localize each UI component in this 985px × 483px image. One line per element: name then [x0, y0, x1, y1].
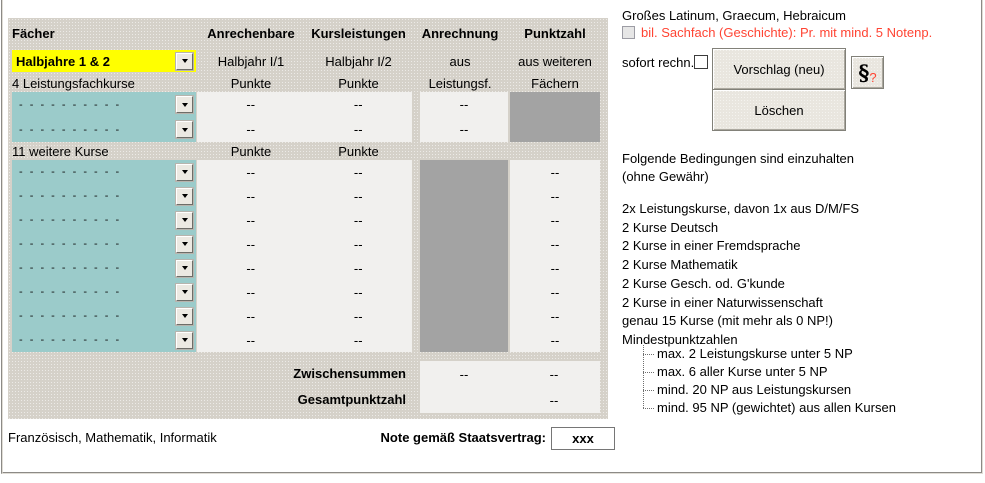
table-row	[510, 184, 600, 208]
header-anrechnung: Anrechnung	[421, 26, 499, 41]
wk-subject-value-7: - - - - - - - - - -	[19, 310, 122, 322]
chevron-down-icon[interactable]	[176, 236, 193, 253]
lf-points-block	[197, 92, 412, 142]
wk-anrechnung-disabled-block	[420, 160, 508, 352]
subheader-halbjahr-1: Halbjahr I/1	[217, 54, 285, 69]
header-kursleistungen: Kursleistungen	[311, 26, 406, 41]
subheader-aus: aus	[449, 54, 471, 69]
wk-subject-select-2[interactable]	[12, 184, 196, 208]
punkte-label-h2: Punkte	[338, 76, 379, 91]
table-row	[510, 232, 600, 256]
wk-subject-select-4[interactable]	[12, 232, 196, 256]
punkte-label-wk2: Punkte	[338, 144, 379, 159]
wk-punktzahl-value-1: --	[550, 164, 560, 180]
table-row	[197, 280, 412, 304]
condition-item: 2 Kurse in einer Fremdsprache	[622, 238, 801, 254]
chosen-subjects-text: Französisch, Mathematik, Informatik	[8, 430, 217, 445]
lf-anrechnung-block	[420, 92, 508, 142]
triangle-down-icon	[182, 338, 188, 342]
wk-punktzahl-value-7: --	[550, 308, 560, 324]
wk-h1-value-4: --	[246, 236, 256, 252]
mindest-item: mind. 20 NP aus Leistungskursen	[643, 382, 851, 397]
chevron-down-icon[interactable]	[176, 308, 193, 325]
table-row	[197, 304, 412, 328]
table-row	[197, 256, 412, 280]
condition-item: 2 Kurse Mathematik	[622, 257, 738, 273]
wk-h2-value-2: --	[353, 188, 363, 204]
punkte-label-wk1: Punkte	[230, 144, 272, 159]
note-value-box: xxx	[551, 427, 615, 450]
table-row	[197, 92, 412, 117]
table-row	[197, 117, 412, 142]
lf-subject-column	[12, 92, 196, 142]
triangle-down-icon	[182, 266, 188, 270]
paragraph-help-button[interactable]	[851, 56, 884, 89]
wk-h1-value-1: --	[246, 164, 256, 180]
lf-subject-select-1[interactable]	[12, 92, 196, 117]
wk-subject-select-5[interactable]	[12, 256, 196, 280]
condition-item: 2 Kurse Gesch. od. G'kunde	[622, 275, 785, 291]
lf-section-label: 4 Leistungsfachkurse	[12, 76, 135, 91]
wk-punktzahl-value-4: --	[550, 236, 560, 252]
vorschlag-button[interactable]: Vorschlag (neu)	[712, 48, 846, 90]
subheader-aus-weiteren: aus weiteren	[518, 54, 592, 69]
wk-h1-value-8: --	[246, 332, 256, 348]
triangle-down-icon	[182, 59, 188, 63]
leistungsf-label: Leistungsf.	[428, 76, 492, 91]
conditions-heading-2: (ohne Gewähr)	[622, 169, 709, 184]
wk-subject-value-2: - - - - - - - - - -	[19, 190, 122, 202]
triangle-down-icon	[182, 290, 188, 294]
wk-section-label: 11 weitere Kurse	[12, 144, 109, 159]
chevron-down-icon[interactable]	[176, 284, 193, 301]
halbjahre-select-value: Halbjahre 1 & 2	[16, 53, 110, 69]
wk-subject-select-8[interactable]	[12, 328, 196, 352]
condition-item: 2 Kurse Deutsch	[622, 219, 719, 235]
paragraph-icon: §	[858, 60, 870, 85]
wk-h2-value-8: --	[353, 332, 363, 348]
table-row	[197, 184, 412, 208]
wk-h2-value-4: --	[353, 236, 363, 252]
condition-item: 2 Kurse in einer Naturwissenschaft	[622, 294, 823, 310]
chevron-down-icon[interactable]	[176, 96, 193, 113]
wk-subject-value-5: - - - - - - - - - -	[19, 262, 122, 274]
wk-h1-value-3: --	[246, 212, 256, 228]
wk-h1-value-6: --	[246, 284, 256, 300]
sofort-rechn-label: sofort rechn.	[622, 55, 695, 70]
table-row	[197, 328, 412, 352]
triangle-down-icon	[182, 242, 188, 246]
lf-subject-value-1: - - - - - - - - - -	[19, 98, 122, 111]
table-row	[197, 160, 412, 184]
chevron-down-icon[interactable]	[176, 121, 193, 138]
lf-subject-value-2: - - - - - - - - - -	[19, 123, 122, 136]
lf-h2-value-2: --	[353, 122, 363, 137]
chevron-down-icon[interactable]	[176, 212, 193, 229]
gesamtpunktzahl-value: --	[549, 392, 559, 408]
wk-subject-value-6: - - - - - - - - - -	[19, 286, 122, 298]
header-anrechenbare: Anrechenbare	[207, 26, 295, 41]
wk-h2-value-5: --	[353, 260, 363, 276]
course-grid-panel	[8, 18, 608, 419]
table-row	[510, 208, 600, 232]
mindest-item: max. 6 aller Kurse unter 5 NP	[643, 364, 828, 379]
wk-h2-value-1: --	[353, 164, 363, 180]
condition-item: 2x Leistungskurse, davon 1x aus D/M/FS	[622, 201, 860, 216]
table-row	[197, 232, 412, 256]
table-row	[510, 160, 600, 184]
zwischensummen-punktzahl-value: --	[549, 366, 559, 382]
wk-h1-value-2: --	[246, 188, 256, 204]
lf-h2-value-1: --	[353, 97, 363, 112]
wk-h2-value-7: --	[353, 308, 363, 324]
lf-punktzahl-disabled-block	[510, 92, 600, 142]
question-mark-icon: ?	[869, 69, 877, 85]
wk-h2-value-3: --	[353, 212, 363, 228]
lf-subject-select-2[interactable]	[12, 117, 196, 142]
faechern-label: Fächern	[531, 76, 579, 91]
table-row	[420, 117, 508, 142]
header-punktzahl: Punktzahl	[524, 26, 586, 41]
zwischensummen-label: Zwischensummen	[293, 366, 406, 381]
chevron-down-icon[interactable]	[176, 188, 193, 205]
mindest-item: max. 2 Leistungskurse unter 5 NP	[643, 346, 853, 361]
chevron-down-icon[interactable]	[176, 332, 193, 349]
wk-punktzahl-value-5: --	[550, 260, 560, 276]
triangle-down-icon	[182, 170, 188, 174]
wk-punktzahl-value-6: --	[550, 284, 560, 300]
table-row	[510, 304, 600, 328]
sofort-rechn-checkbox[interactable]	[694, 55, 708, 69]
gesamtpunktzahl-label: Gesamtpunktzahl	[297, 392, 406, 407]
condition-item: genau 15 Kurse (mit mehr als 0 NP!)	[622, 313, 833, 329]
conditions-list	[622, 200, 859, 350]
lf-anrechnung-value-1: --	[459, 97, 469, 112]
latinum-text: Großes Latinum, Graecum, Hebraicum	[622, 8, 846, 23]
conditions-heading-1: Folgende Bedingungen sind einzuhalten	[622, 151, 855, 166]
table-row	[510, 256, 600, 280]
wk-punktzahl-value-2: --	[550, 188, 560, 204]
wk-punktzahl-block	[510, 160, 600, 352]
wk-subject-value-3: - - - - - - - - - -	[19, 214, 122, 226]
faecher-header: Fächer	[12, 26, 55, 41]
bil-sachfach-checkbox[interactable]	[622, 26, 635, 39]
wk-h1-value-5: --	[246, 260, 256, 276]
mindest-item: mind. 95 NP (gewichtet) aus allen Kursen	[643, 400, 896, 415]
wk-subject-value-8: - - - - - - - - - -	[19, 334, 122, 346]
wk-subject-value-4: - - - - - - - - - -	[19, 238, 122, 250]
wk-subject-select-3[interactable]	[12, 208, 196, 232]
wk-subject-select-6[interactable]	[12, 280, 196, 304]
table-row	[197, 208, 412, 232]
wk-subject-value-1: - - - - - - - - - -	[19, 166, 122, 178]
bil-sachfach-label: bil. Sachfach (Geschichte): Pr. mit mind. 5 Notenp.	[641, 25, 933, 40]
chevron-down-icon[interactable]	[176, 53, 193, 70]
wk-subject-select-7[interactable]	[12, 304, 196, 328]
triangle-down-icon	[182, 218, 188, 222]
loeschen-button[interactable]: Löschen	[712, 89, 846, 131]
lf-h1-value-1: --	[246, 97, 256, 112]
wk-punktzahl-value-8: --	[550, 332, 560, 348]
wk-h1-value-7: --	[246, 308, 256, 324]
triangle-down-icon	[182, 314, 188, 318]
summary-block	[420, 361, 600, 413]
table-row	[510, 280, 600, 304]
zwischensummen-anrechnung-value: --	[459, 366, 469, 382]
table-row	[510, 328, 600, 352]
wk-points-block	[197, 160, 412, 352]
table-row	[420, 387, 600, 413]
note-label: Note gemäß Staatsvertrag:	[380, 430, 546, 445]
wk-h2-value-6: --	[353, 284, 363, 300]
condition-item: Mindestpunktzahlen	[622, 331, 738, 347]
wk-subject-select-1[interactable]	[12, 160, 196, 184]
subheader-halbjahr-2: Halbjahr I/2	[325, 54, 392, 69]
wk-subject-column	[12, 160, 196, 352]
wk-punktzahl-value-3: --	[550, 212, 560, 228]
triangle-down-icon	[182, 103, 188, 107]
triangle-down-icon	[182, 194, 188, 198]
chevron-down-icon[interactable]	[176, 260, 193, 277]
bil-sachfach-row	[622, 25, 932, 40]
punkte-label-h1: Punkte	[230, 76, 272, 91]
chevron-down-icon[interactable]	[176, 164, 193, 181]
lf-h1-value-2: --	[246, 122, 256, 137]
lf-anrechnung-value-2: --	[459, 122, 469, 137]
halbjahre-select[interactable]	[12, 50, 196, 72]
table-row	[420, 361, 600, 387]
triangle-down-icon	[182, 128, 188, 132]
table-row	[420, 92, 508, 117]
